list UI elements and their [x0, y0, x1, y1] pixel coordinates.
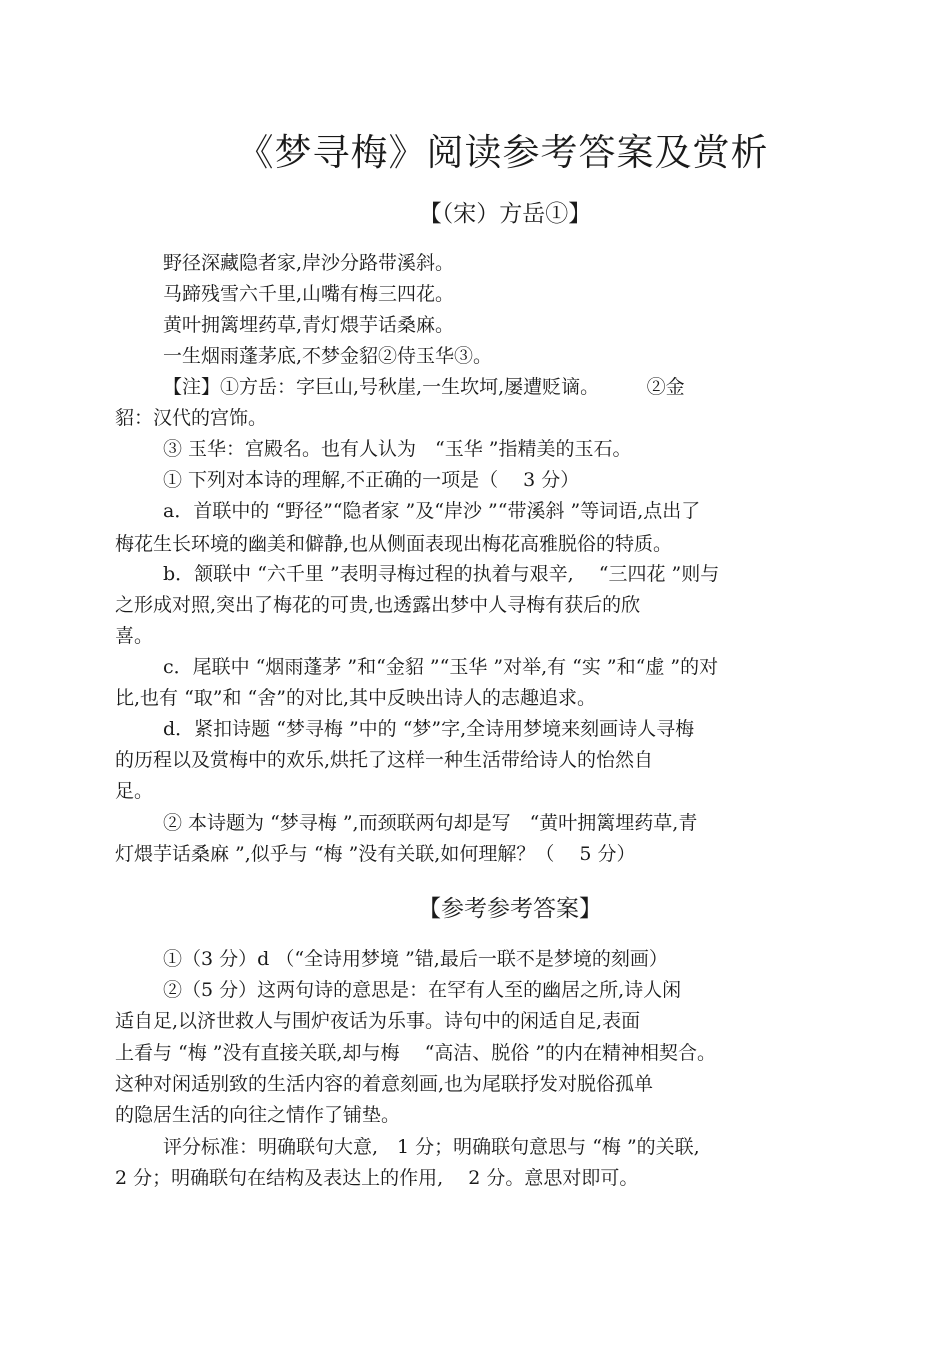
option-c-line-1: c．尾联中 “烟雨蓬茅 ”和“金貂 ”“玉华 ”对举,有 “实 ”和“虚 ”的对: [163, 656, 719, 678]
option-a-line-2: 梅花生长环境的幽美和僻静,也从侧面表现出梅花高雅脱俗的特质。: [115, 533, 673, 555]
poem-line-1: 野径深藏隐者家,岸沙分路带溪斜。: [163, 252, 455, 274]
poem-line-4: 一生烟雨蓬茅底,不梦金貂②侍玉华③。: [163, 345, 493, 367]
answer-2-line-1: ②（5 分）这两句诗的意思是：在罕有人至的幽居之所,诗人闲: [163, 979, 682, 1001]
scoring-line-2: 2 分；明确联句在结构及表达上的作用, 2 分。意思对即可。: [115, 1167, 639, 1189]
poem-line-2: 马蹄残雪六千里,山嘴有梅三四花。: [163, 283, 455, 305]
question-1-stem: ① 下列对本诗的理解,不正确的一项是（ 3 分）: [163, 469, 580, 491]
answer-2-line-2: 适自足,以济世救人与围炉夜话为乐事。诗句中的闲适自足,表面: [115, 1010, 641, 1032]
poem-author: 【（宋）方岳①】: [418, 201, 592, 227]
note-line-1: 【注】①方岳：字巨山,号秋崖,一生坎坷,屡遭贬谪。 ②金: [163, 376, 685, 398]
answer-heading: 【参考参考答案】: [418, 896, 602, 922]
question-2-line-1: ② 本诗题为 “梦寻梅 ”,而颈联两句却是写 “黄叶拥篱埋药草,青: [163, 812, 698, 834]
answer-1: ①（3 分）d （“全诗用梦境 ”错,最后一联不是梦境的刻画）: [163, 948, 668, 970]
note-line-2: 貂：汉代的宫饰。: [115, 407, 268, 429]
note-line-3: ③ 玉华：宫殿名。也有人认为 “玉华 ”指精美的玉石。: [163, 438, 632, 460]
option-d-line-1: d．紧扣诗题 “梦寻梅 ”中的 “梦”字,全诗用梦境来刻画诗人寻梅: [163, 718, 695, 740]
option-d-line-3: 足。: [115, 780, 154, 802]
scoring-line-1: 评分标准：明确联句大意, 1 分；明确联句意思与 “梅 ”的关联,: [163, 1136, 700, 1158]
option-b-line-2: 之形成对照,突出了梅花的可贵,也透露出梦中人寻梅有获后的欣: [115, 594, 641, 616]
poem-line-3: 黄叶拥篱埋药草,青灯煨芋话桑麻。: [163, 314, 455, 336]
option-d-line-2: 的历程以及赏梅中的欢乐,烘托了这样一种生活带给诗人的怡然自: [115, 749, 654, 771]
document-title: 《梦寻梅》阅读参考答案及赏析: [236, 131, 769, 174]
option-c-line-2: 比,也有 “取”和 “舍”的对比,其中反映出诗人的志趣追求。: [115, 687, 597, 709]
option-b-line-3: 喜。: [115, 625, 154, 647]
answer-2-line-3: 上看与 “梅 ”没有直接关联,却与梅 “高洁、脱俗 ”的内在精神相契合。: [115, 1042, 717, 1064]
question-2-line-2: 灯煨芋话桑麻 ”,似乎与 “梅 ”没有关联,如何理解？（ 5 分）: [115, 843, 636, 865]
option-a-line-1: a．首联中的 “野径”“隐者家 ”及“岸沙 ”“带溪斜 ”等词语,点出了: [163, 500, 701, 522]
answer-2-line-4: 这种对闲适别致的生活内容的着意刻画,也为尾联抒发对脱俗孤单: [115, 1073, 654, 1095]
answer-2-line-5: 的隐居生活的向往之情作了铺垫。: [115, 1104, 401, 1126]
option-b-line-1: b．颔联中 “六千里 ”表明寻梅过程的执着与艰辛, “三四花 ”则与: [163, 563, 720, 585]
